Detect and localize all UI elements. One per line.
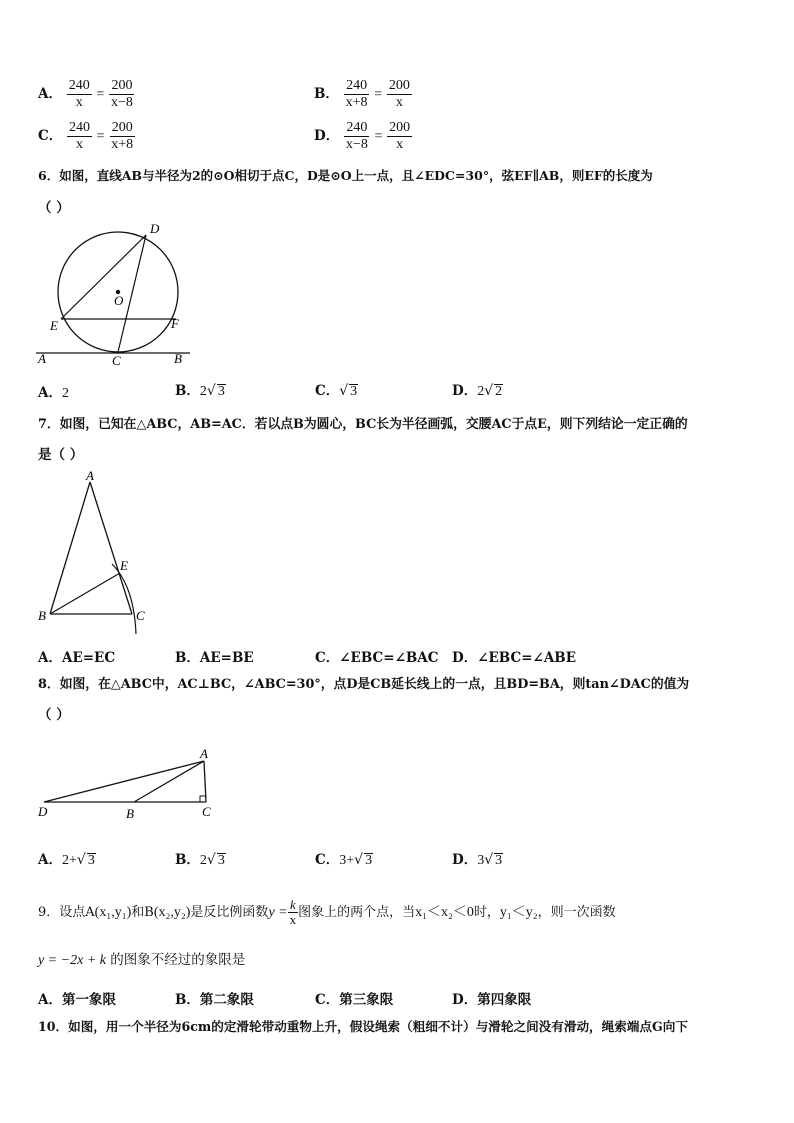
segment-ed [61, 235, 146, 319]
q9-option-a: A．第一象限 [38, 992, 116, 1008]
q6-option-b: B．2√ 3 [175, 383, 225, 399]
q6-option-d: D．2√ 2 [452, 383, 503, 399]
q6-blank: （ ） [38, 200, 70, 216]
q10-stem: 10．如图，用一个半径为6cm的定滑轮带动重物上升，假设绳索（粗细不计）与滑轮之间没有滑动，绳索端点G向下 [38, 1019, 688, 1034]
q6-option-a: A．2 [38, 385, 69, 401]
segment-ba [134, 761, 204, 802]
q7-option-c: C．∠EBC=∠BAC [315, 650, 439, 666]
label-e: E [50, 318, 58, 333]
label-c: C [112, 353, 121, 368]
q8-figure [30, 744, 230, 824]
q7-option-d: D．∠EBC=∠ABE [452, 650, 577, 666]
q8-blank: （ ） [38, 707, 70, 723]
label-a: A [38, 351, 46, 366]
q8-option-c: C．3+√ 3 [315, 852, 373, 868]
q9-stem-cont: y = −2x + k 的图象不经过的象限是 [38, 952, 246, 968]
label-b: B [174, 351, 182, 366]
q5-option-b: B． $\frac{240}{x+8}$ = $\frac{200}{x}$ [314, 78, 410, 110]
q5-option-d: D． $\frac{240}{x-8}$ = $\frac{200}{x}$ [314, 120, 411, 152]
label-c: C [202, 804, 211, 819]
q6-stem: 6．如图，直线AB与半径为2的⊙O相切于点C，D是⊙O上一点，且∠EDC=30°，弦EF∥AB，则EF的长度为 [38, 168, 653, 183]
label-o: O [114, 293, 124, 308]
label-a: A [86, 468, 94, 483]
q7-option-a: A．AE=EC [38, 650, 116, 666]
label-d: D [38, 804, 48, 819]
q5-option-a: A． $\frac{240}{x}$ = $\frac{200}{x-8}$ [38, 78, 133, 110]
label-d: D [150, 221, 160, 236]
label-c: C [136, 608, 145, 623]
q8-option-d: D．3√ 3 [452, 852, 503, 868]
label-a: A [200, 746, 208, 761]
label-e: E [120, 558, 128, 573]
q8-option-a: A．2+√ 3 [38, 852, 95, 868]
label-b: B [126, 806, 134, 821]
q9-option-b: B．第二象限 [175, 992, 254, 1008]
q6-figure [30, 215, 200, 370]
label-f: F [171, 316, 179, 331]
side-ac [90, 482, 132, 614]
label-b: B [38, 608, 46, 623]
q9-option-d: D．第四象限 [452, 992, 532, 1008]
q9-stem: 9．设点A(x₁,y₁)和B(x₂,y₂)是反比例函数y = $\frac{k}{x}$ 图象上的两个点，当x₁＜x₂＜0时，y₁＜y₂，则一次函数 [38, 897, 616, 927]
q7-figure [30, 468, 170, 638]
q8-stem: 8．如图，在△ABC中，AC⊥BC，∠ABC=30°，点D是CB延长线上的一点，且BD=BA，则tan∠DAC的值为 [38, 677, 690, 692]
q7-option-b: B．AE=BE [175, 650, 254, 666]
q8-option-b: B．2√ 3 [175, 852, 225, 868]
q6-option-c: C．√ 3 [315, 383, 358, 399]
q7-stem-cont: 是（ ） [38, 447, 84, 463]
q9-option-c: C．第三象限 [315, 992, 394, 1008]
right-angle-mark [200, 796, 206, 802]
q5-option-c: C． $\frac{240}{x}$ = $\frac{200}{x+8}$ [38, 120, 134, 152]
q7-stem: 7．如图，已知在△ABC，AB=AC．若以点B为圆心，BC长为半径画弧，交腰AC于点E，则下列结论一定正确的 [38, 417, 688, 432]
arc-from-b [112, 564, 136, 634]
segment-da [44, 761, 204, 802]
